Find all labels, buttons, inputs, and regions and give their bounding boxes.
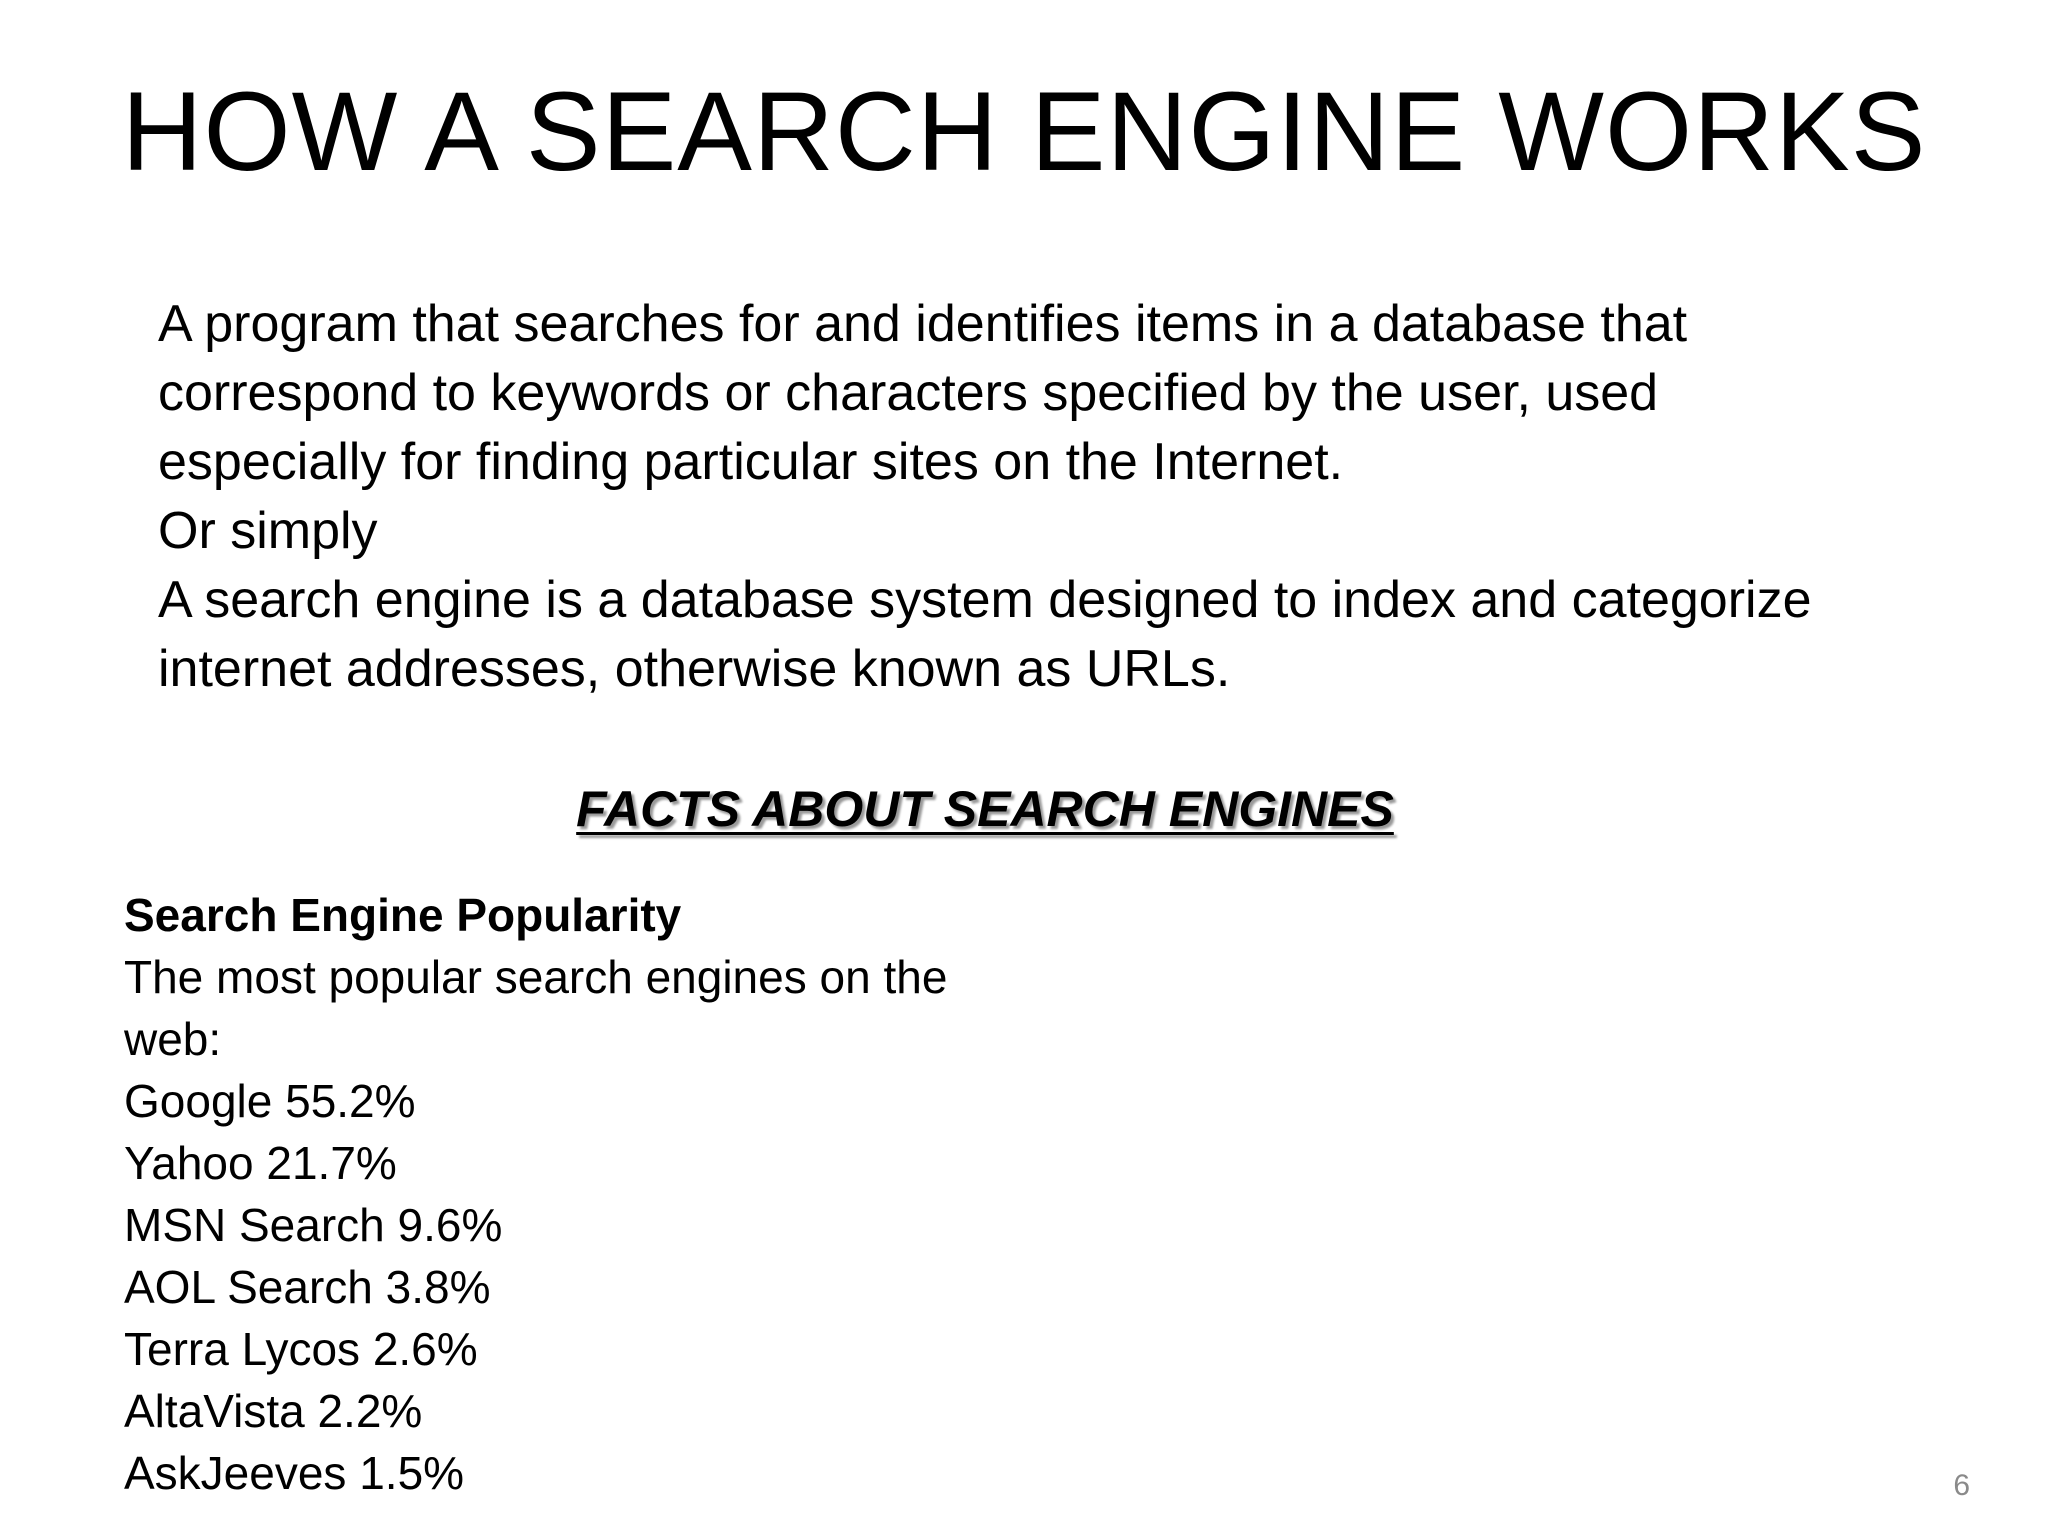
facts-heading: FACTS ABOUT SEARCH ENGINES <box>576 781 1394 837</box>
engine-list <box>124 1070 1024 1504</box>
list-item: Terra Lycos 2.6% <box>124 1323 478 1375</box>
list-item: Google 55.2% <box>124 1075 416 1127</box>
popularity-heading: Search Engine Popularity <box>124 889 682 941</box>
popularity-intro-line: web: <box>124 1013 222 1065</box>
list-item: MSN Search 9.6% <box>124 1199 503 1251</box>
definition-line: especially for finding particular sites on the Internet. <box>158 433 1344 491</box>
list-item: AOL Search 3.8% <box>124 1261 491 1313</box>
list-item: AltaVista 2.2% <box>124 1385 423 1437</box>
slide-title: HOW A SEARCH ENGINE WORKS <box>121 69 1927 194</box>
popularity-section <box>124 884 1024 1504</box>
definition-line: internet addresses, otherwise known as URLs. <box>158 640 1231 698</box>
definition-line: correspond to keywords or characters specified by the user, used <box>158 364 1659 422</box>
definition-line: A search engine is a database system designed to index and categorize <box>158 571 1812 629</box>
definition-line: Or simply <box>158 502 378 560</box>
definition-block <box>158 290 1918 704</box>
popularity-intro-line: The most popular search engines on the <box>124 951 948 1003</box>
list-item: Yahoo 21.7% <box>124 1137 397 1189</box>
page-number: 6 <box>1953 1469 1970 1502</box>
definition-line: A program that searches for and identifies items in a database that <box>158 295 1688 353</box>
list-item: AskJeeves 1.5% <box>124 1447 465 1499</box>
